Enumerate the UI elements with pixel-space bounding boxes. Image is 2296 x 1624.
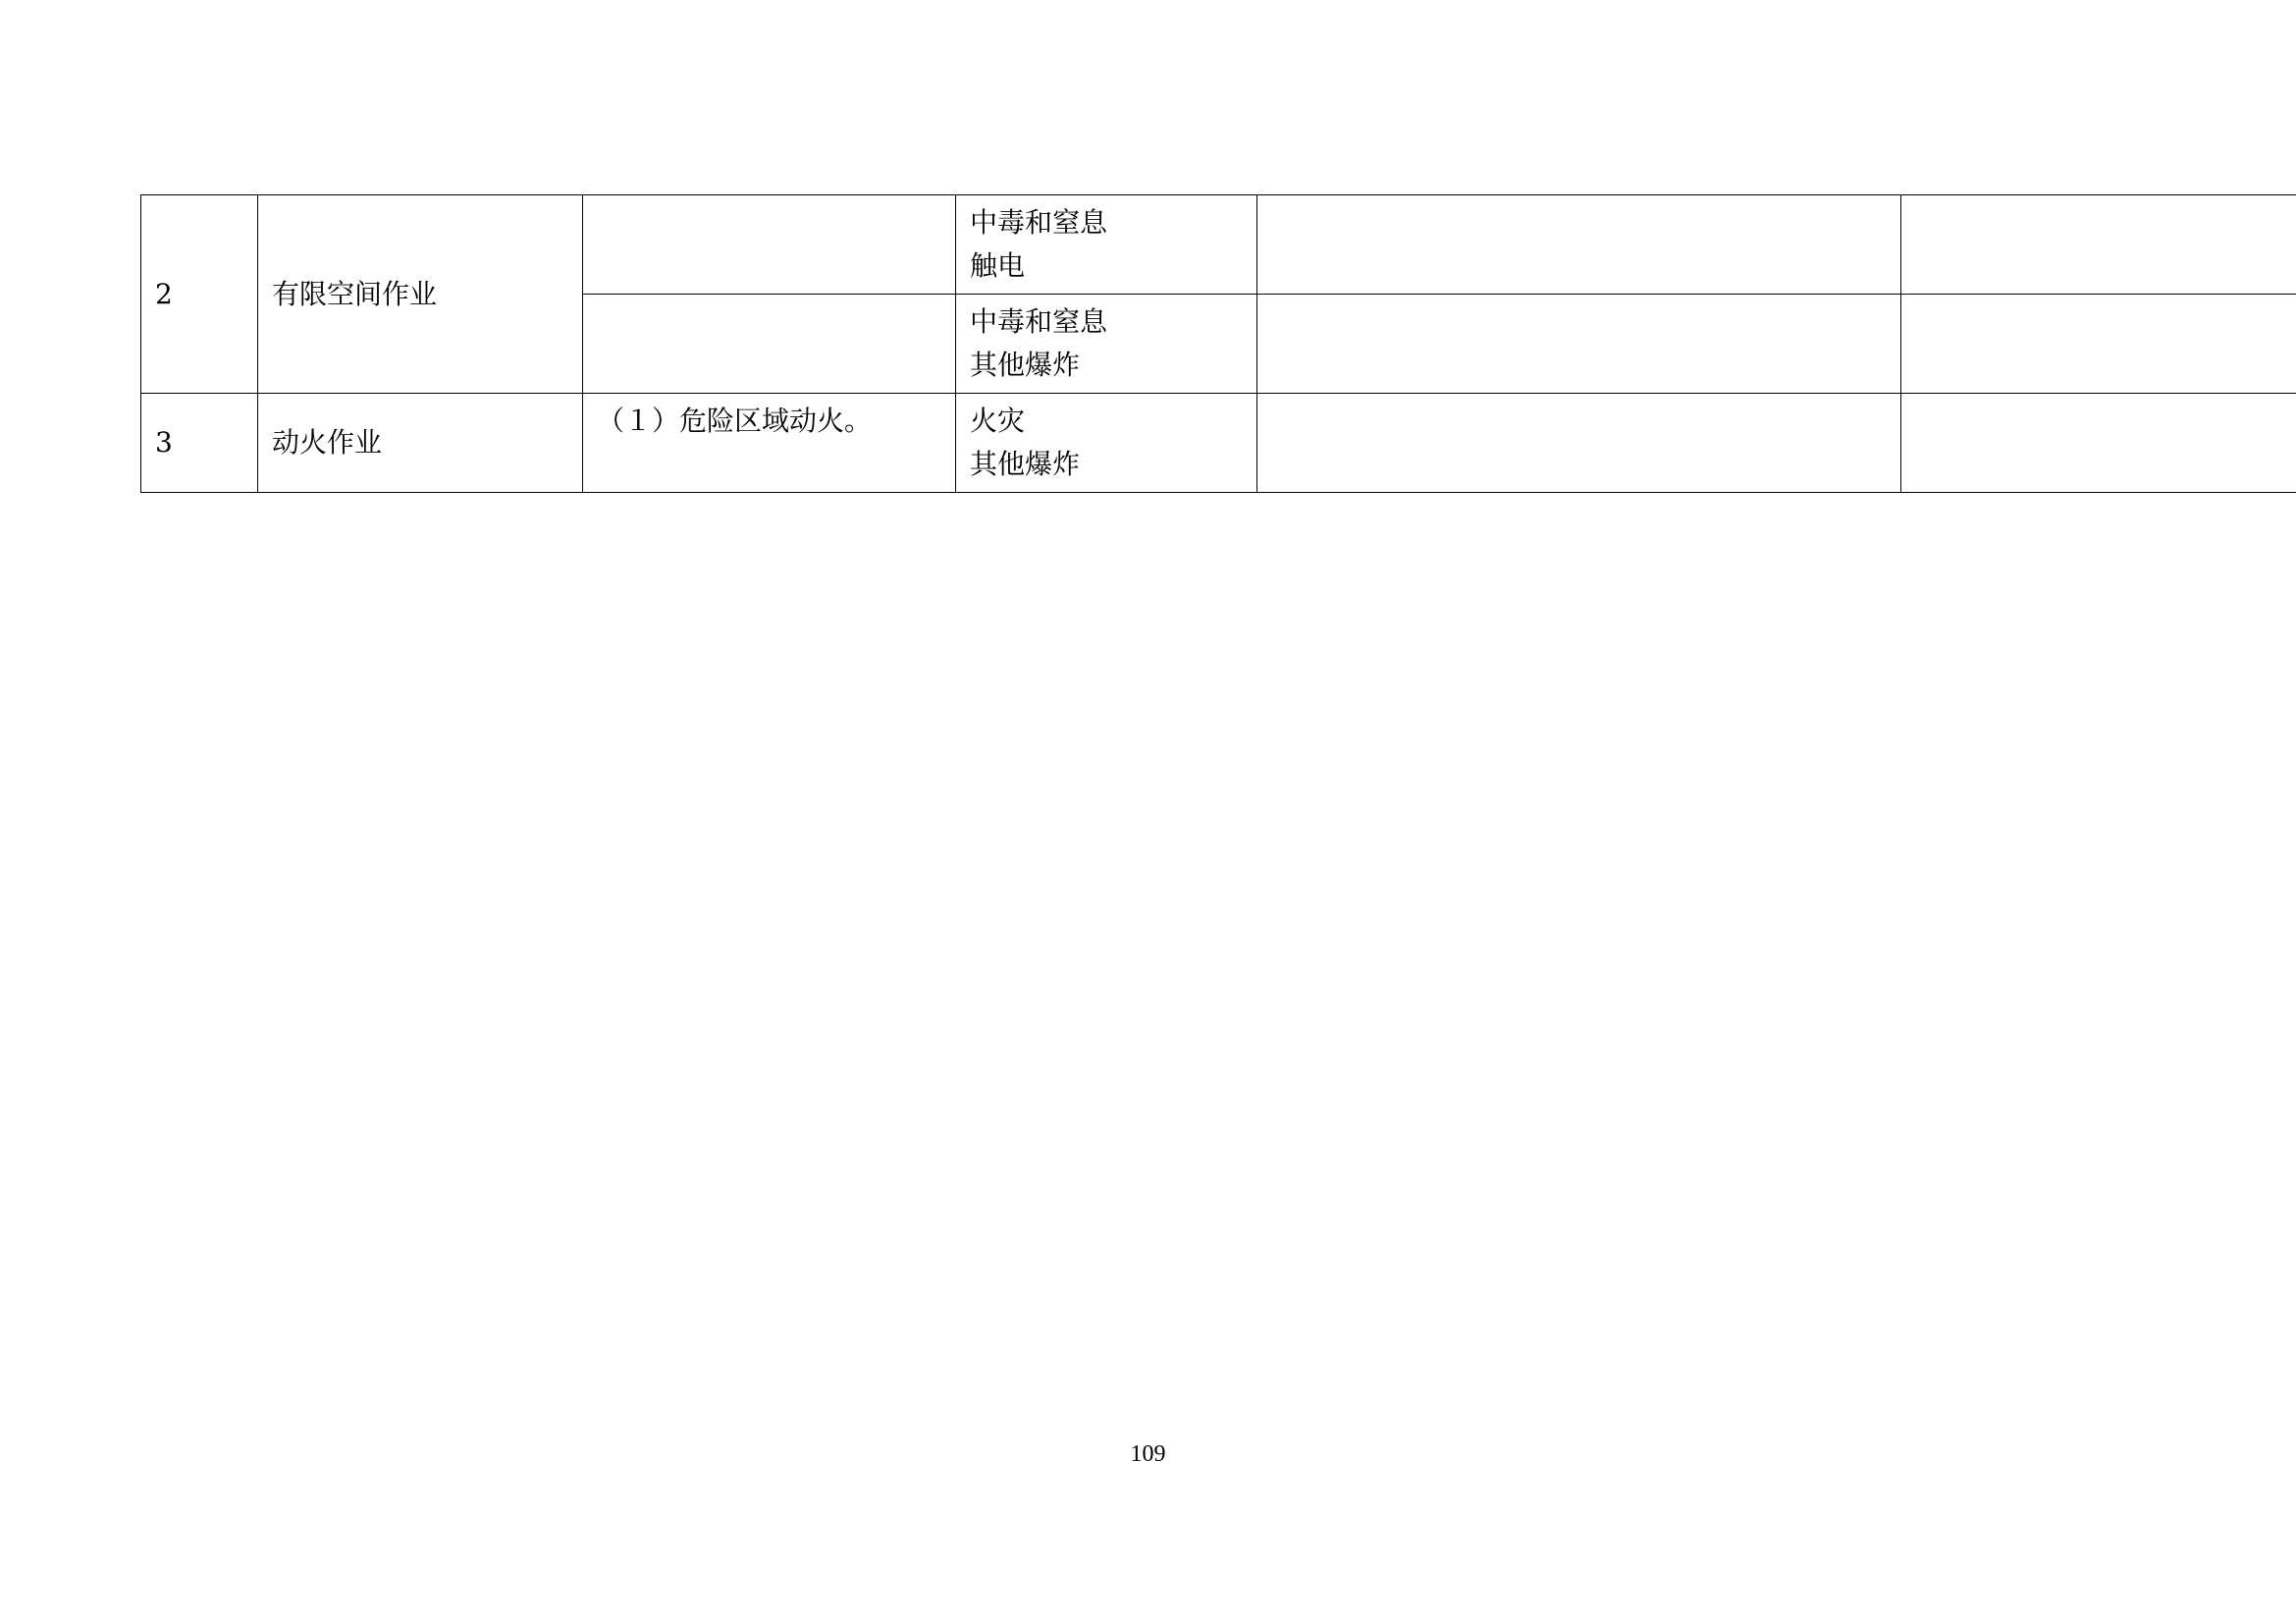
basis-cell [1901,394,2296,493]
row-number: 3 [141,394,258,493]
page-number: 109 [1130,1441,1166,1467]
measure-cell [1257,295,1901,394]
risk-cell: （１）危险区域动火。 [583,394,956,493]
operation-name: 有限空间作业 [258,195,583,394]
table-row [141,195,2296,295]
operation-name: 动火作业 [258,394,583,493]
table-row [141,394,2296,493]
basis-cell [1901,295,2296,394]
hazard-cell: 火灾 其他爆炸 [956,394,1257,493]
measure-cell [1257,195,1901,295]
hazard-cell: 中毒和窒息 触电 [956,195,1257,295]
risk-cell [583,195,956,295]
basis-cell [1901,195,2296,295]
hazard-table [140,194,2296,493]
risk-cell [583,295,956,394]
row-number: 2 [141,195,258,394]
hazard-cell: 中毒和窒息 其他爆炸 [956,295,1257,394]
measure-cell [1257,394,1901,493]
